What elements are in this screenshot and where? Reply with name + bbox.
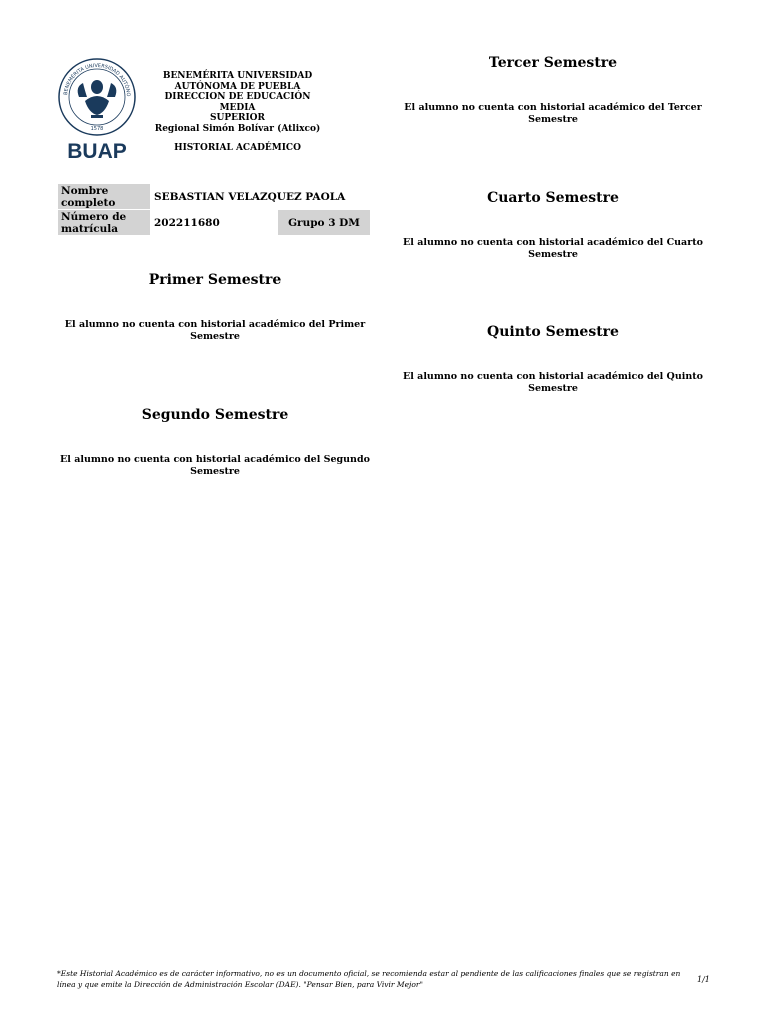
id-label: Número de matrícula: [58, 210, 150, 235]
buap-logo: [57, 57, 137, 162]
institution-line: DIRECCION DE EDUCACIÓN MEDIA: [164, 92, 311, 113]
id-row: [58, 210, 370, 235]
semester-block-3: [393, 54, 713, 126]
semester-message: El alumno no cuenta con historial académico del Quinto Semestre: [403, 371, 703, 394]
semester-message: El alumno no cuenta con historial académico del Primer Semestre: [64, 319, 366, 342]
name-row: [58, 184, 370, 209]
id-value: 202211680: [154, 216, 220, 229]
semester-block-4: [393, 189, 713, 261]
semester-title: Tercer Semestre: [488, 55, 618, 71]
semester-block-1: [55, 271, 375, 343]
name-label: Nombre completo: [58, 184, 150, 209]
footer-disclaimer: *Este Historial Académico es de carácter informativo, no es un documento oficial, se recomienda estar al pendiente de las calificaciones finales que se registran en línea y que emite la Dirección de Administración Escolar (DAE). "Pensar Bien, para Vivir Mejor": [57, 969, 681, 989]
semester-block-2: [55, 406, 375, 478]
institution-line: AUTÓNOMA DE PUEBLA: [174, 81, 301, 92]
institution-line: SUPERIOR: [210, 113, 265, 123]
campus-line: Regional Simón Bolívar (Atlixco): [154, 123, 321, 134]
group-badge: Grupo 3 DM: [278, 210, 370, 235]
semester-title: Cuarto Semestre: [487, 190, 619, 206]
semester-title: Primer Semestre: [148, 272, 282, 288]
buap-wordmark: BUAP: [67, 140, 127, 162]
institution-line: BENEMÉRITA UNIVERSIDAD: [162, 71, 313, 81]
page-number: 1/1: [697, 975, 710, 984]
institution-header: [150, 71, 325, 154]
semester-title: Quinto Semestre: [487, 324, 619, 340]
semester-message: El alumno no cuenta con historial académico del Tercer Semestre: [404, 102, 702, 125]
name-value: SEBASTIAN VELAZQUEZ PAOLA: [154, 190, 346, 203]
document-title: HISTORIAL ACADÉMICO: [174, 143, 301, 153]
semester-message: El alumno no cuenta con historial académico del Segundo Semestre: [60, 454, 370, 477]
semester-block-5: [393, 323, 713, 395]
student-info-table: [57, 183, 371, 236]
seal-year: 1578: [90, 126, 104, 132]
semester-title: Segundo Semestre: [141, 407, 289, 423]
semester-message: El alumno no cuenta con historial académico del Cuarto Semestre: [403, 237, 703, 260]
seal-text: BENEMÉRITA UNIVERSIDAD AUTÓNO: [63, 62, 132, 97]
buap-seal-icon: [57, 57, 137, 162]
